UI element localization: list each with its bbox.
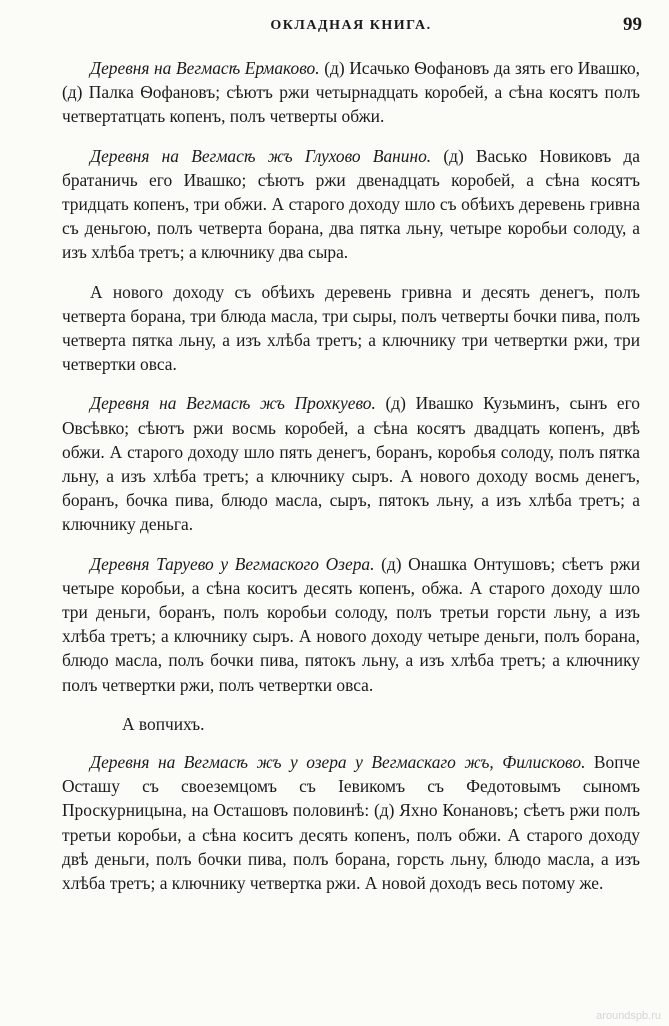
entry-heading: Деревня на Вегмасѣ Ермаково.: [90, 58, 320, 78]
entry-filiskovo: [62, 750, 640, 895]
entry-text: А нового доходу съ обѣихъ деревень гривна и десять денегъ, полъ четверта борана, три блюда масла, три сыры, полъ четверты бочки пива, полъ четверта пятка льну, а изъ хлѣба третъ; а ключнику три четвертки ржи, три четвертки овса.: [62, 281, 640, 375]
entry-heading: Деревня на Вегмасѣ жъ Прохкуево.: [90, 393, 376, 414]
entry-glukhovo-vanino: [62, 144, 640, 265]
entry-ermakovo: [62, 56, 640, 129]
running-title: ОКЛАДНАЯ КНИГА.: [270, 18, 432, 33]
entry-prokhkuevo: [62, 391, 640, 536]
entry-new-income: [62, 280, 640, 377]
entry-heading: Деревня на Вегмасѣ жъ Глухово Ванино.: [90, 145, 432, 166]
entry-text: (д) Ивашко Кузьминъ, сынъ его Овсѣвко; сѣютъ ржи восмь коробей, а сѣна косятъ двадцать копенъ, двѣ обжи. А старого доходу шло пять денегъ, боранъ, коробья солоду, полъ пятка льну, а изъ хлѣба третъ; а ключнику сыръ. А нового доходу восмь денегъ, боранъ, бочка пива, блюдо масла, сыръ, пятокъ льну, а изъ хлѣба третъ; а ключнику деньга.: [62, 393, 640, 535]
page-number: 99: [623, 14, 642, 35]
entry-taruevo: [62, 552, 640, 697]
watermark: aroundspb.ru: [596, 1010, 661, 1022]
entry-heading: Деревня на Вегмасѣ жъ у озера у Вегмаскаго жъ, Филисково.: [90, 752, 586, 773]
body-text: [62, 56, 640, 910]
entry-text: Вопче Осташу съ своеземцомъ съ Іевикомъ съ Федотовымъ сыномъ Проскурницына, на Осташовъ половинѣ: (д) Яхно Конановъ; сѣетъ ржи полъ третьи коробьи, а сѣна коситъ десять копенъ, полъ обжи. А старого доходу двѣ деньги, полъ бочки пива, полъ борана, горсть льну, блюдо масла, а изъ хлѣба третъ; а ключнику четвертка ржи. А новой доходъ весь потому же.: [62, 752, 640, 894]
entry-heading: Деревня Таруево у Вегмаского Озера.: [90, 553, 375, 574]
entry-text: (д) Онашка Онтушовъ; сѣетъ ржи четыре коробьи, а сѣна коситъ десять копенъ, обжа. А старого доходу шло три деньги, боранъ, полъ коробьи солоду, полъ третьи горсти льну, а изъ хлѣба третъ; а ключнику сыръ. А нового доходу четыре деньги, полъ борана, блюдо масла, полъ бочки пива, пятокъ льну, а изъ хлѣба третъ; а ключнику полъ четвертки ржи, полъ четвертки овса.: [62, 553, 640, 695]
section-subheading: А вопчихъ.: [122, 713, 205, 734]
entry-text: (д) Васько Новиковъ да братаничь его Ивашко; сѣютъ ржи двенадцать коробей, а сѣна косятъ тридцать копенъ, три обжи. А старого доходу шло съ обѣихъ деревень гривна съ деньгою, полъ четверта борана, два пятка льну, четыре коробьи солоду, а изъ хлѣба третъ; а ключнику два сыра.: [62, 145, 640, 263]
page-header: [60, 14, 642, 40]
entry-text: (д) Исачько Ѳофановъ да зять его Ивашко, (д) Палка Ѳофановъ; сѣютъ ржи четырнадцать коробей, а сѣна косятъ полъ четвертатцать копенъ, полъ четверты обжи.: [62, 58, 641, 127]
